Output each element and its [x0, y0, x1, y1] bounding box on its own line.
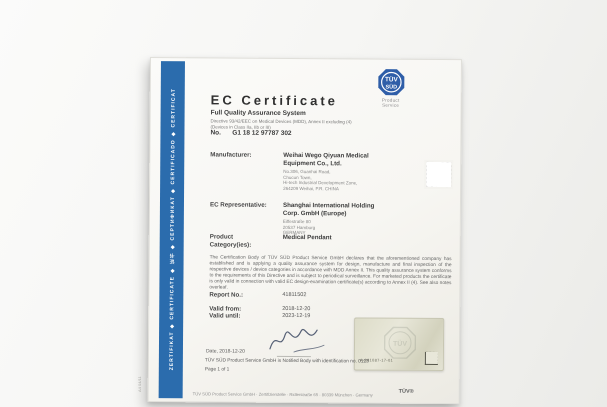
manufacturer-name-line: Equipment Co., Ltd.: [283, 159, 342, 167]
tuv-sud-logo: [373, 69, 409, 108]
signature: [264, 322, 336, 357]
ec-representative-value: [283, 202, 375, 236]
sticker-code: A-091087-17-01: [359, 357, 394, 363]
ec-representative-name-line: Shanghai International Holding: [282, 201, 375, 210]
manufacturer-address: [283, 169, 369, 192]
device-class-line: (Devices in Class IIa, IIb or III): [210, 123, 271, 130]
address-line: GERMANY: [282, 230, 306, 236]
declaration-paragraph: The Certification Body of TÜV SÜD Product Service GmbH declares that the aforementioned company has established and is applying a quality assurance system for design, manufacture and final inspection of the respective devices / device categories in accordance with MDD Annex II. This quality assurance system conforms to the requirements of this Directive and is subject to periodical surveillance. For marketed products the certificate is only valid in connection with valid EC design-examination certificate(s) according to Annex II (4). See also notes overleaf.: [209, 255, 452, 291]
tuv-registered-mark: TÜV®: [398, 388, 414, 395]
certificate-subtitle: Full Quality Assurance System: [210, 109, 306, 118]
report-number-label: Report No.:: [209, 291, 244, 299]
certificate-number-label: No.: [210, 129, 221, 137]
certificate-number-value: G1 18 12 97787 302: [232, 129, 292, 137]
sticker-datamatrix-icon: [425, 352, 438, 365]
valid-until-value: 2023-12-19: [282, 312, 311, 320]
product-category-row: [210, 233, 332, 249]
page-number: Page 1 of 1: [204, 366, 230, 373]
form-note: A4 04/11: [137, 376, 142, 392]
report-number-row: [209, 291, 306, 299]
ec-representative-label: EC Representative:: [209, 201, 267, 209]
valid-from-value: 2018-12-20: [282, 305, 311, 313]
address-line: Chucun Town,: [283, 174, 312, 180]
manufacturer-row: [210, 151, 369, 191]
manufacturer-name-line: Weihai Wego Qiyuan Medical: [283, 151, 369, 160]
product-category-value: Medical Pendant: [282, 233, 332, 242]
svg-text:TÜV: TÜV: [384, 76, 398, 84]
signature-name-placeholder: [277, 356, 311, 357]
certificate-title: EC Certificate: [210, 92, 339, 109]
ec-representative-row: [210, 201, 375, 236]
band-text: ZERTIFIKAT ◆ CERTIFICATE ◆ 证书 ◆ СЕРТИФИКАТ ◆ CERTIFICADO ◆ CERTIFICAT: [168, 88, 177, 371]
valid-until-label: Valid until:: [209, 312, 241, 320]
notified-body-line: TÜV SÜD Product Service GmbH is Notified Body with identification no. 0123: [204, 358, 369, 365]
address-line: Hi-tech Industrial Development Zone,: [283, 180, 358, 186]
address-line: No.306, Guanhai Road,: [283, 168, 331, 175]
certificate-band: [159, 61, 185, 398]
certificate-paper: [148, 57, 462, 404]
address-line: Eiffestraße 80: [282, 218, 311, 225]
ec-representative-name-line: Corp. GmbH (Europe): [282, 209, 347, 217]
address-line: 20537 Hamburg: [282, 224, 316, 230]
logo-caption: Product Service: [381, 97, 400, 108]
product-category-label: Product Category(ies):: [209, 233, 252, 249]
footer-address: TÜV SÜD Product Service GmbH · Zertifizierstelle · Ridlerstraße 65 · 80339 München · Germany: [192, 391, 373, 398]
date-line: Date, 2018-12-20: [205, 348, 245, 355]
tuv-octagon-icon: [377, 69, 404, 96]
manufacturer-value: [283, 152, 369, 192]
certificate-number-row: [210, 129, 291, 137]
directive-line: Directive 93/42/EEC on Medical Devices (MDD), Annex II excluding (4): [210, 118, 352, 125]
svg-text:SÜD: SÜD: [384, 84, 397, 91]
svg-text:TÜV: TÜV: [392, 340, 408, 348]
valid-until-row: [209, 312, 310, 320]
qr-code-icon: [426, 162, 451, 187]
address-line: 264209 Weihai, P.R. CHINA: [283, 185, 339, 192]
manufacturer-label: Manufacturer:: [210, 151, 252, 159]
report-number-value: 41811502: [282, 291, 307, 299]
sticker-tuv-watermark-icon: [384, 327, 416, 359]
valid-from-label: Valid from:: [209, 305, 242, 313]
